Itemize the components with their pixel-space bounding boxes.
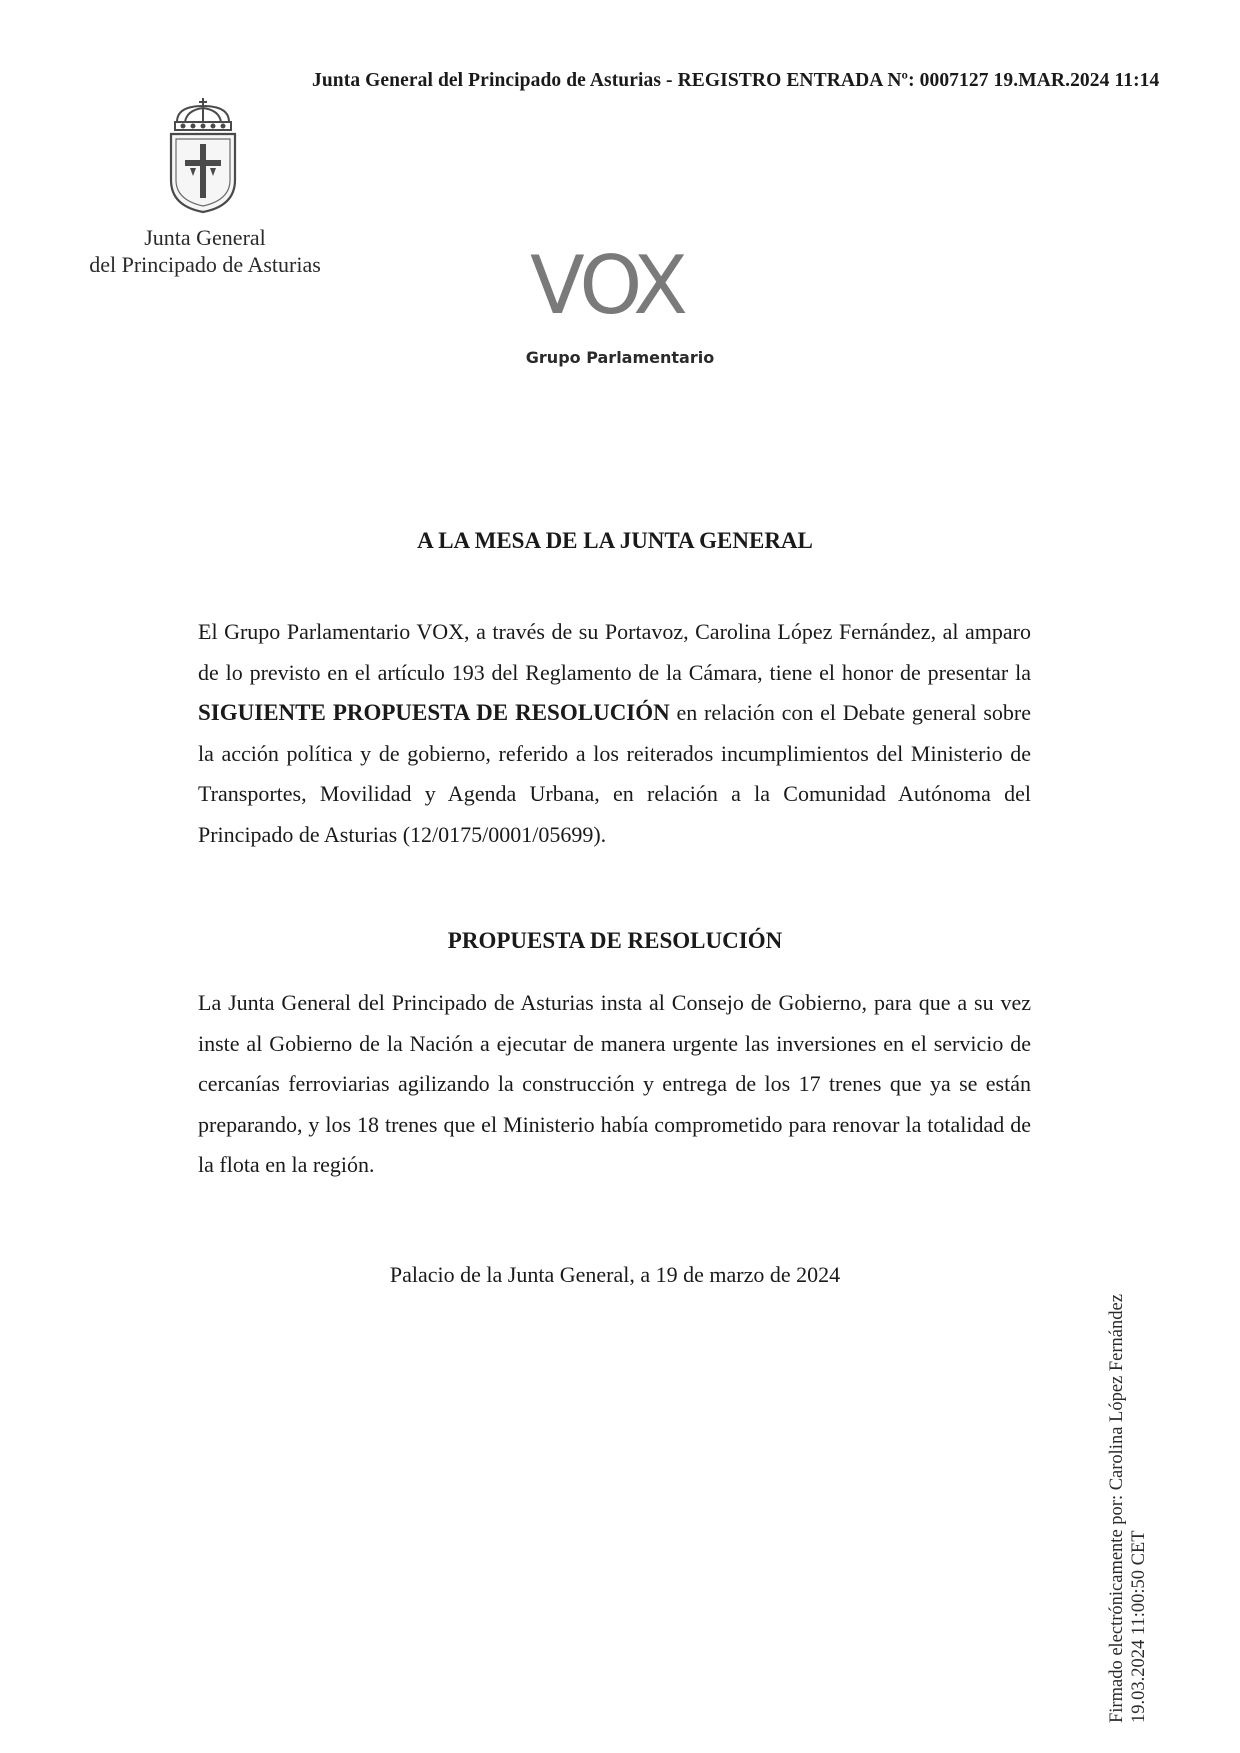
intro-bold-text: SIGUIENTE PROPUESTA DE RESOLUCIÓN	[198, 700, 670, 725]
signature-line1: Firmado electrónicamente por: Carolina López Fernández	[1107, 1294, 1127, 1723]
party-logo-text: VOX	[530, 239, 684, 332]
institution-name-line2: del Principado de Asturias	[89, 252, 321, 277]
party-logo	[530, 239, 710, 332]
registry-entry-stamp: Junta General del Principado de Asturias - REGISTRO ENTRADA Nº: 0007127 19.MAR.2024 11:14	[312, 70, 1160, 91]
addressee-heading: A LA MESA DE LA JUNTA GENERAL	[417, 528, 813, 553]
intro-text-part1: El Grupo Parlamentario VOX, a través de su Portavoz, Carolina López Fernández, al amparo de lo previsto en el artículo 193 del Reglamento de la Cámara, tiene el honor de presentar la	[198, 619, 1031, 685]
place-date: Palacio de la Junta General, a 19 de marzo de 2024	[389, 1262, 841, 1287]
resolution-heading: PROPUESTA DE RESOLUCIÓN	[447, 928, 783, 953]
signature-line2: 19.03.2024 11:00:50 CET	[1129, 1530, 1149, 1723]
parliamentary-group-label: Grupo Parlamentario	[525, 348, 715, 367]
institution-name-line1: Junta General	[144, 225, 266, 250]
electronic-signature-stamp	[1106, 1163, 1150, 1723]
resolution-paragraph: La Junta General del Principado de Asturias insta al Consejo de Gobierno, para que a su vez inste al Gobierno de la Nación a ejecutar de manera urgente las inversiones en el servicio de cercanías ferroviarias agilizando la construcción y entrega de los 17 trenes que ya se están preparando, y los 18 trenes que el Ministerio había comprometido para renovar la totalidad de la flota en la región.	[198, 990, 1031, 1177]
intro-paragraph	[198, 612, 1031, 855]
institution-name	[60, 224, 350, 278]
coat-of-arms-icon	[163, 96, 243, 214]
intro-text-part2: en relación con el Debate general sobre la acción política y de gobierno, referido a los reiterados incumplimientos del Ministerio de Transportes, Movilidad y Agenda Urbana, en relación a la Comunidad Autónoma del Principado de Asturias (12/0175/0001/05699).	[198, 700, 1031, 847]
